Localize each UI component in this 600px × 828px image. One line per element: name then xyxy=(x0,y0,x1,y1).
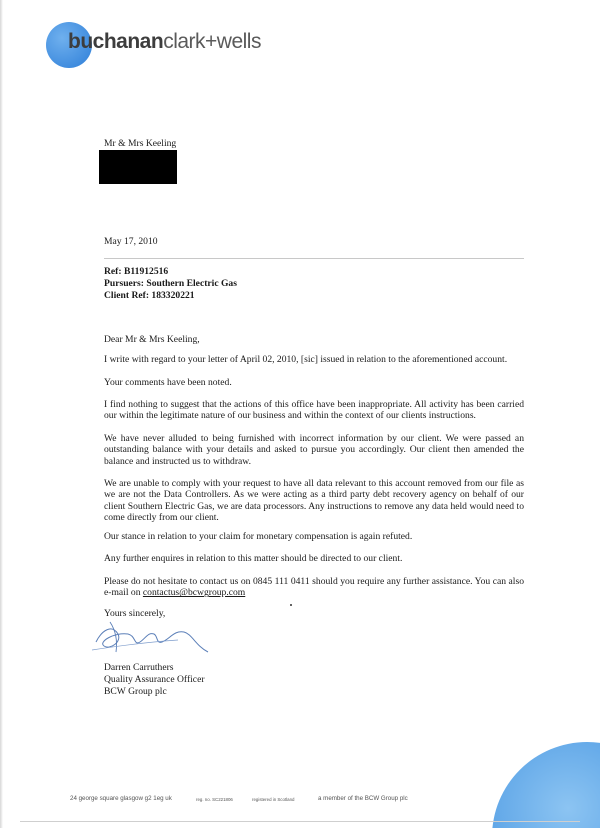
brand-logo xyxy=(68,30,261,54)
salutation: Dear Mr & Mrs Keeling, xyxy=(104,334,200,345)
footer-registered: registered in Scotland xyxy=(252,797,295,802)
scan-speck xyxy=(290,604,292,606)
paragraph-8 xyxy=(104,576,524,599)
paragraph-3: I find nothing to suggest that the actions of this office have been inappropriate. All activity has been carried our within the legitimate nature of our business and within the context of our clients instructions. xyxy=(104,399,524,422)
redacted-address-block xyxy=(99,150,177,184)
paragraph-7: Any further enquires in relation to this matter should be directed to our client. xyxy=(104,553,403,564)
brand-logo-bold: buchanan xyxy=(68,30,164,53)
paragraph-4: We have never alluded to being furnished with incorrect information by our client. We were passed an outstanding balance with your details and asked to pursue you accordingly. Our client then amended the balance and instructed us to withdraw. xyxy=(104,433,524,467)
recipient-name: Mr & Mrs Keeling xyxy=(104,138,177,149)
paragraph-8-text: Please do not hesitate to contact us on 0845 111 0411 should you require any further assistance. You can also e-mail on xyxy=(104,576,524,599)
email-link[interactable]: contactus@bcwgroup.com xyxy=(142,587,246,599)
footer-brand-circle xyxy=(492,742,600,828)
letter-date: May 17, 2010 xyxy=(104,236,158,247)
bottom-edge-line xyxy=(20,821,580,822)
handwritten-signature xyxy=(88,612,218,658)
paragraph-6: Our stance in relation to your claim for monetary compensation is again refuted. xyxy=(104,531,413,542)
paragraph-5: We are unable to comply with your request to have all data relevant to this account removed from our file as we are not the Data Controllers. As we were acting as a third party debt recovery agency on behalf of our client Southern Electric Gas, we are data processors. Any instructions to remove any data held would need to come directly from our client. xyxy=(104,478,524,524)
signatory-company: BCW Group plc xyxy=(104,686,167,697)
signatory-name: Darren Carruthers xyxy=(104,662,174,673)
footer-address: 24 george square glasgow g2 1eg uk xyxy=(70,795,172,802)
footer-reg-no: reg. no. SC221806 xyxy=(196,797,233,802)
faint-divider xyxy=(104,258,524,259)
pursuers-line: Pursuers: Southern Electric Gas xyxy=(104,278,237,289)
signatory-title: Quality Assurance Officer xyxy=(104,674,205,685)
brand-logo-rest: clark+wells xyxy=(163,30,261,53)
paragraph-1: I write with regard to your letter of April 02, 2010, [sic] issued in relation to the aforementioned account. xyxy=(104,354,508,365)
sign-off: Yours sincerely, xyxy=(104,608,166,619)
footer-member: a member of the BCW Group plc xyxy=(318,795,408,802)
paragraph-2: Your comments have been noted. xyxy=(104,377,232,388)
client-reference: Client Ref: 183320221 xyxy=(104,290,195,301)
reference-number: Ref: B11912516 xyxy=(104,266,169,277)
scan-edge-shadow xyxy=(0,0,3,828)
